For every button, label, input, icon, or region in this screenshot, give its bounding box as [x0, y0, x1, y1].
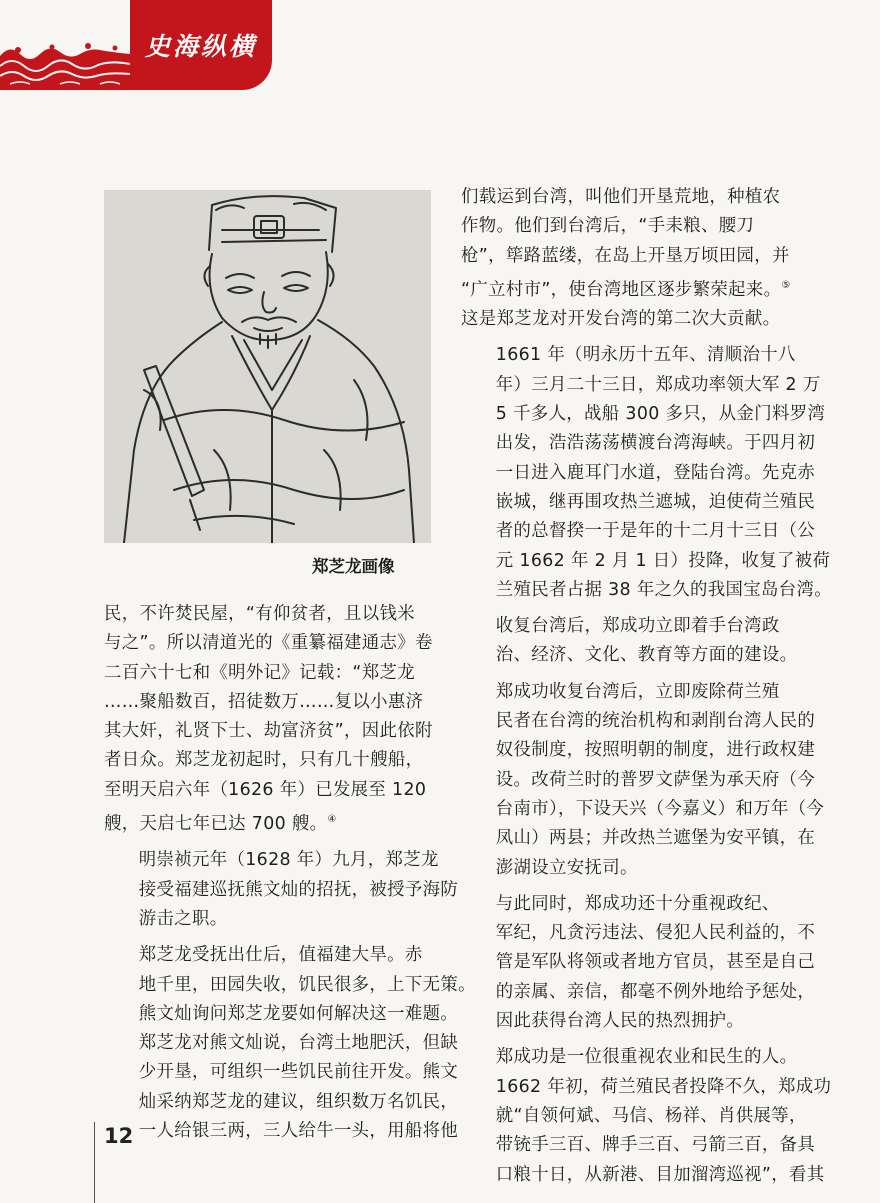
- text-line: 出发，浩浩荡荡横渡台湾海峡。于四月初: [495, 433, 816, 454]
- text-line-content: “广立村市”，使台湾地区逐步繁荣起来。: [461, 279, 782, 300]
- text-line: 奴役制度，按照明朝的制度，进行政权建: [495, 740, 816, 761]
- portrait-sketch-icon: [104, 190, 431, 543]
- text-line: 灿采纳郑芝龙的建议，组织数万名饥民，: [138, 1091, 459, 1112]
- figure-caption: 郑芝龙画像: [312, 557, 395, 576]
- text-line: 年）三月二十三日，郑成功率领大军 2 万: [495, 374, 821, 395]
- text-line: 民者在台湾的统治机构和剥削台湾人民的: [495, 711, 816, 732]
- text-line: 口粮十日，从新港、目加溜湾巡视”，看其: [495, 1164, 825, 1185]
- text-line-content: 艘，天启七年已达 700 艘。: [104, 814, 328, 835]
- paragraph: [461, 341, 832, 605]
- text-line: 1662 年初，荷兰殖民者投降不久，郑成功: [495, 1076, 832, 1097]
- text-line: 收复台湾后，郑成功立即着手台湾政: [495, 616, 780, 637]
- paragraph: [461, 1043, 832, 1189]
- text-line: 枪”，筚路蓝缕，在岛上开垦万顷田园，并: [461, 245, 790, 266]
- text-line: 元 1662 年 2 月 1 日）投降，收复了被荷: [495, 550, 831, 571]
- text-line: 设。改荷兰时的普罗文萨堡为承天府（今: [495, 769, 816, 790]
- text-line: 5 千多人，战船 300 多只，从金门料罗湾: [495, 404, 826, 425]
- text-line: 游击之职。: [138, 908, 228, 929]
- text-line: [461, 271, 791, 305]
- portrait-illustration: [104, 190, 431, 543]
- text-line: 与此同时，郑成功还十分重视政纪、: [495, 893, 780, 914]
- paragraph: [461, 678, 825, 883]
- text-line: 军纪，凡贪污违法、侵犯人民利益的，不: [495, 923, 816, 944]
- text-line: 熊文灿询问郑芝龙要如何解决这一难题。: [138, 1003, 459, 1024]
- text-line: 这是郑芝龙对开发台湾的第二次大贡献。: [461, 309, 781, 330]
- paragraph: [461, 890, 816, 1036]
- text-line: 一日进入鹿耳门水道，登陆台湾。先克赤: [495, 462, 816, 483]
- section-title: 史海纵横: [144, 32, 257, 61]
- text-line: 少开垦，可组织一些饥民前往开发。熊文: [138, 1062, 459, 1083]
- text-line: 带铳手三百、牌手三百、弓箭三百，备具: [495, 1135, 816, 1156]
- text-line: 民，不许焚民屋，“有仰贫者，且以钱米: [104, 604, 415, 624]
- text-line: 与之”。所以清道光的《重纂福建通志》卷: [104, 633, 433, 654]
- paragraph: [104, 941, 476, 1146]
- section-header: [0, 0, 272, 90]
- footnote-marker: ⑤: [781, 279, 791, 291]
- text-line: 明崇祯元年（1628 年）九月，郑芝龙: [138, 850, 439, 871]
- text-line: 兰殖民者占据 38 年之久的我国宝岛台湾。: [495, 579, 832, 600]
- text-line: 郑成功是一位很重视农业和民生的人。: [495, 1047, 798, 1068]
- text-line: 澎湖设立安抚司。: [495, 857, 638, 878]
- paragraph: [461, 612, 798, 671]
- text-line: 者日众。郑芝龙初起时，只有几十艘船，: [104, 750, 424, 771]
- text-line: 者的总督揆一于是年的十二月十三日（公: [495, 521, 816, 542]
- text-line: 嵌城，继再围攻热兰遮城，迫使荷兰殖民: [495, 491, 816, 512]
- footnote-marker: ④: [327, 814, 337, 826]
- page-margin-rule: [94, 1122, 95, 1203]
- text-line: 作物。他们到台湾后，“手耒粮、腰刀: [461, 216, 755, 237]
- text-line: 至明天启六年（1626 年）已发展至 120: [104, 779, 427, 800]
- text-line: 治、经济、文化、教育等方面的建设。: [495, 645, 798, 666]
- text-line: 其大奸，礼贤下士、劫富济贫”，因此依附: [104, 721, 433, 742]
- paragraph: [461, 183, 791, 334]
- left-text-column: [104, 600, 476, 1153]
- text-line: 接受福建巡抚熊文灿的招抚，被授予海防: [138, 879, 459, 900]
- text-line: 的亲属、亲信，都毫不例外地给予惩处，: [495, 981, 816, 1002]
- text-line: 因此获得台湾人民的热烈拥护。: [495, 1011, 745, 1032]
- page-number: 12: [104, 1124, 134, 1148]
- text-line: 郑成功收复台湾后，立即废除荷兰殖: [495, 681, 780, 702]
- text-line: 1661 年（明永历十五年、清顺治十八: [495, 345, 796, 366]
- right-text-column: [461, 183, 832, 1197]
- text-line: 们载运到台湾，叫他们开垦荒地，种植农: [461, 187, 781, 207]
- text-line: 郑芝龙受抚出仕后，值福建大旱。赤: [138, 945, 423, 966]
- paragraph: [104, 600, 434, 839]
- text-line: 管是军队将领或者地方官员，甚至是自己: [495, 952, 816, 973]
- text-line: 二百六十七和《明外记》记载：“郑芝龙: [104, 662, 415, 683]
- text-line: 地千里，田园失收，饥民很多，上下无策。: [138, 974, 476, 995]
- paragraph: [104, 846, 459, 934]
- section-tab: [130, 0, 272, 90]
- text-line: ……聚船数百，招徒数万……复以小惠济: [104, 691, 424, 712]
- text-line: 郑芝龙对熊文灿说，台湾土地肥沃，但缺: [138, 1033, 459, 1054]
- text-line: 凤山）两县；并改热兰遮堡为安平镇，在: [495, 828, 816, 849]
- text-line: 台南市），下设天兴（今嘉义）和万年（今: [495, 798, 825, 819]
- wave-pattern-icon: [0, 36, 130, 90]
- text-line: [104, 805, 434, 839]
- text-line: 就“自领何斌、马信、杨祥、肖供展等，: [495, 1105, 807, 1126]
- text-line: 一人给银三两，三人给牛一头，用船将他: [138, 1121, 459, 1142]
